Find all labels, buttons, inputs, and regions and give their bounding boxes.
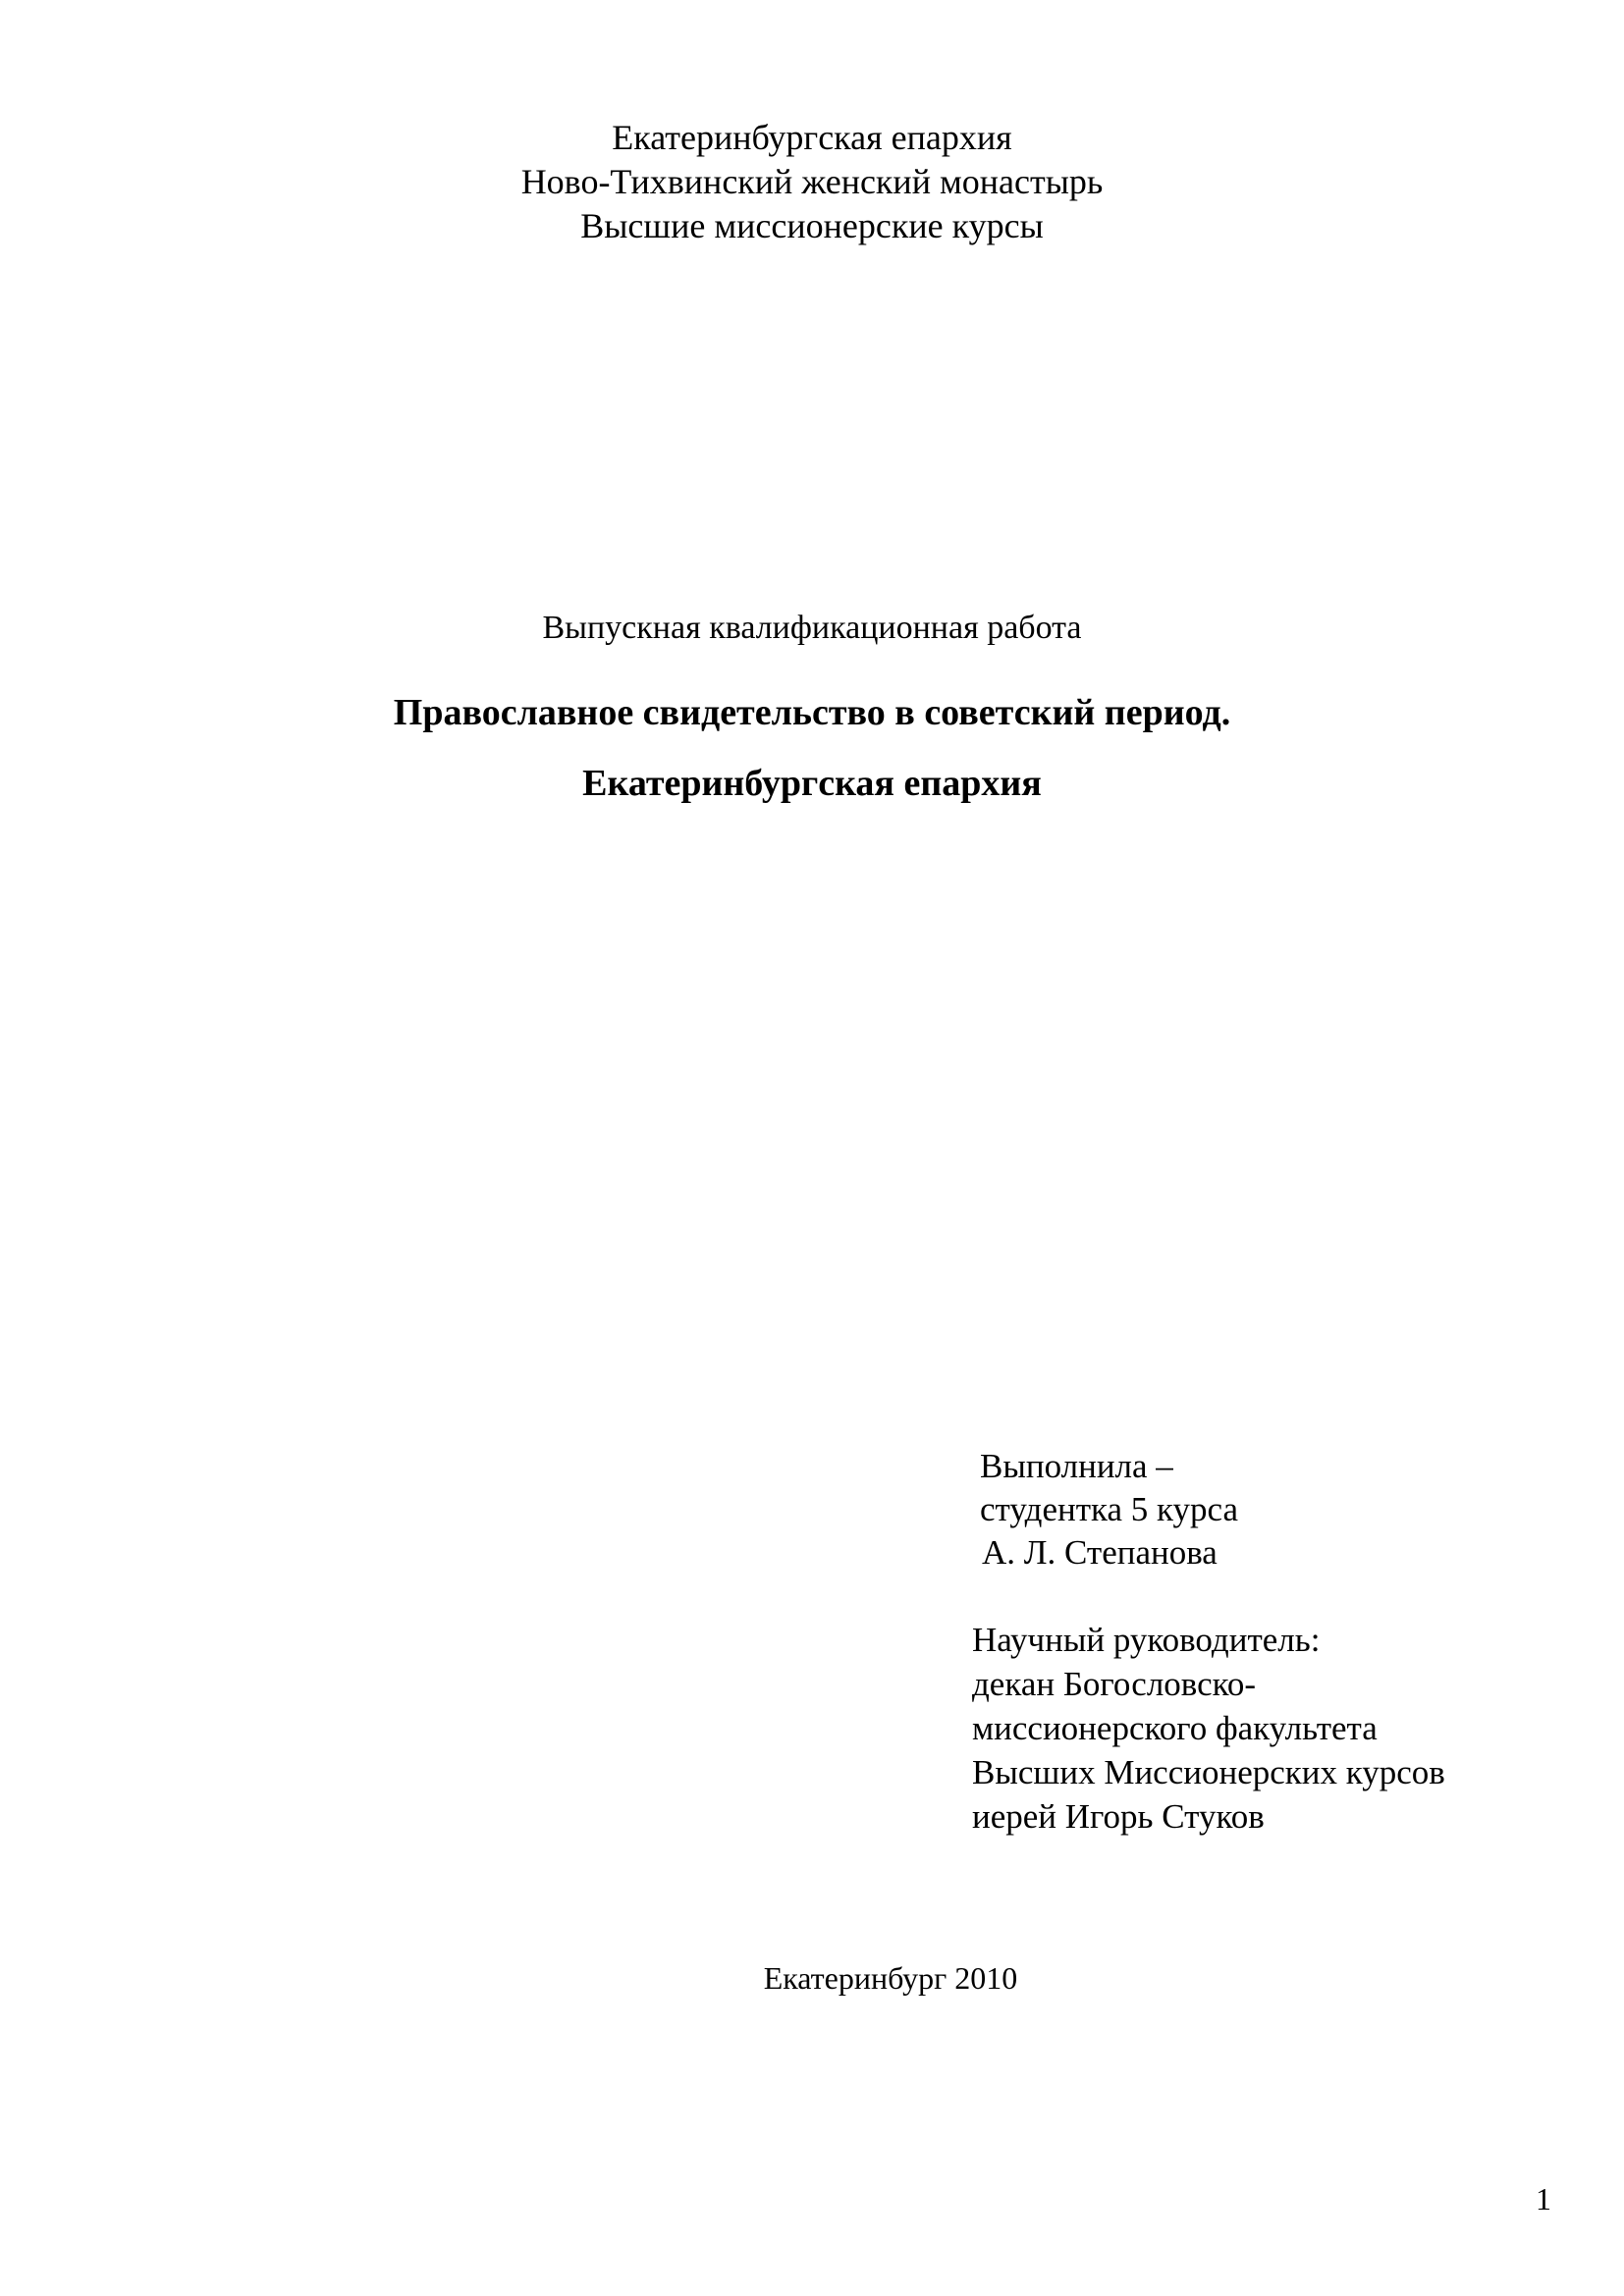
supervisor-position-3: Высших Миссионерских курсов bbox=[972, 1753, 1445, 1791]
thesis-title bbox=[0, 677, 1624, 819]
supervisor-label: Научный руководитель: bbox=[972, 1621, 1321, 1659]
institution-header bbox=[0, 116, 1624, 248]
thesis-title-line-1: Православное свидетельство в советский период. bbox=[393, 692, 1231, 733]
city-year: Екатеринбург 2010 bbox=[763, 1960, 1018, 1996]
supervisor-position-2: миссионерского факультета bbox=[972, 1709, 1378, 1747]
supervisor-name: иерей Игорь Стуков bbox=[972, 1797, 1265, 1836]
author-course: студентка 5 курса bbox=[980, 1490, 1239, 1528]
author-label: Выполнила – bbox=[980, 1447, 1173, 1485]
author-name: А. Л. Степанова bbox=[982, 1533, 1218, 1572]
supervisor-position-1: декан Богословско- bbox=[972, 1665, 1257, 1703]
author-block bbox=[980, 1445, 1238, 1575]
courses-name: Высшие миссионерские курсы bbox=[580, 206, 1044, 245]
work-type: Выпускная квалификационная работа bbox=[542, 610, 1082, 646]
thesis-title-line-2: Екатеринбургская епархия bbox=[582, 763, 1042, 804]
page-number: 1 bbox=[1536, 2181, 1551, 2216]
monastery-name: Ново-Тихвинский женский монастырь bbox=[520, 162, 1104, 201]
city-year-container bbox=[0, 1958, 1624, 1998]
supervisor-block bbox=[972, 1618, 1445, 1839]
diocese-name: Екатеринбургская епархия bbox=[612, 118, 1012, 157]
